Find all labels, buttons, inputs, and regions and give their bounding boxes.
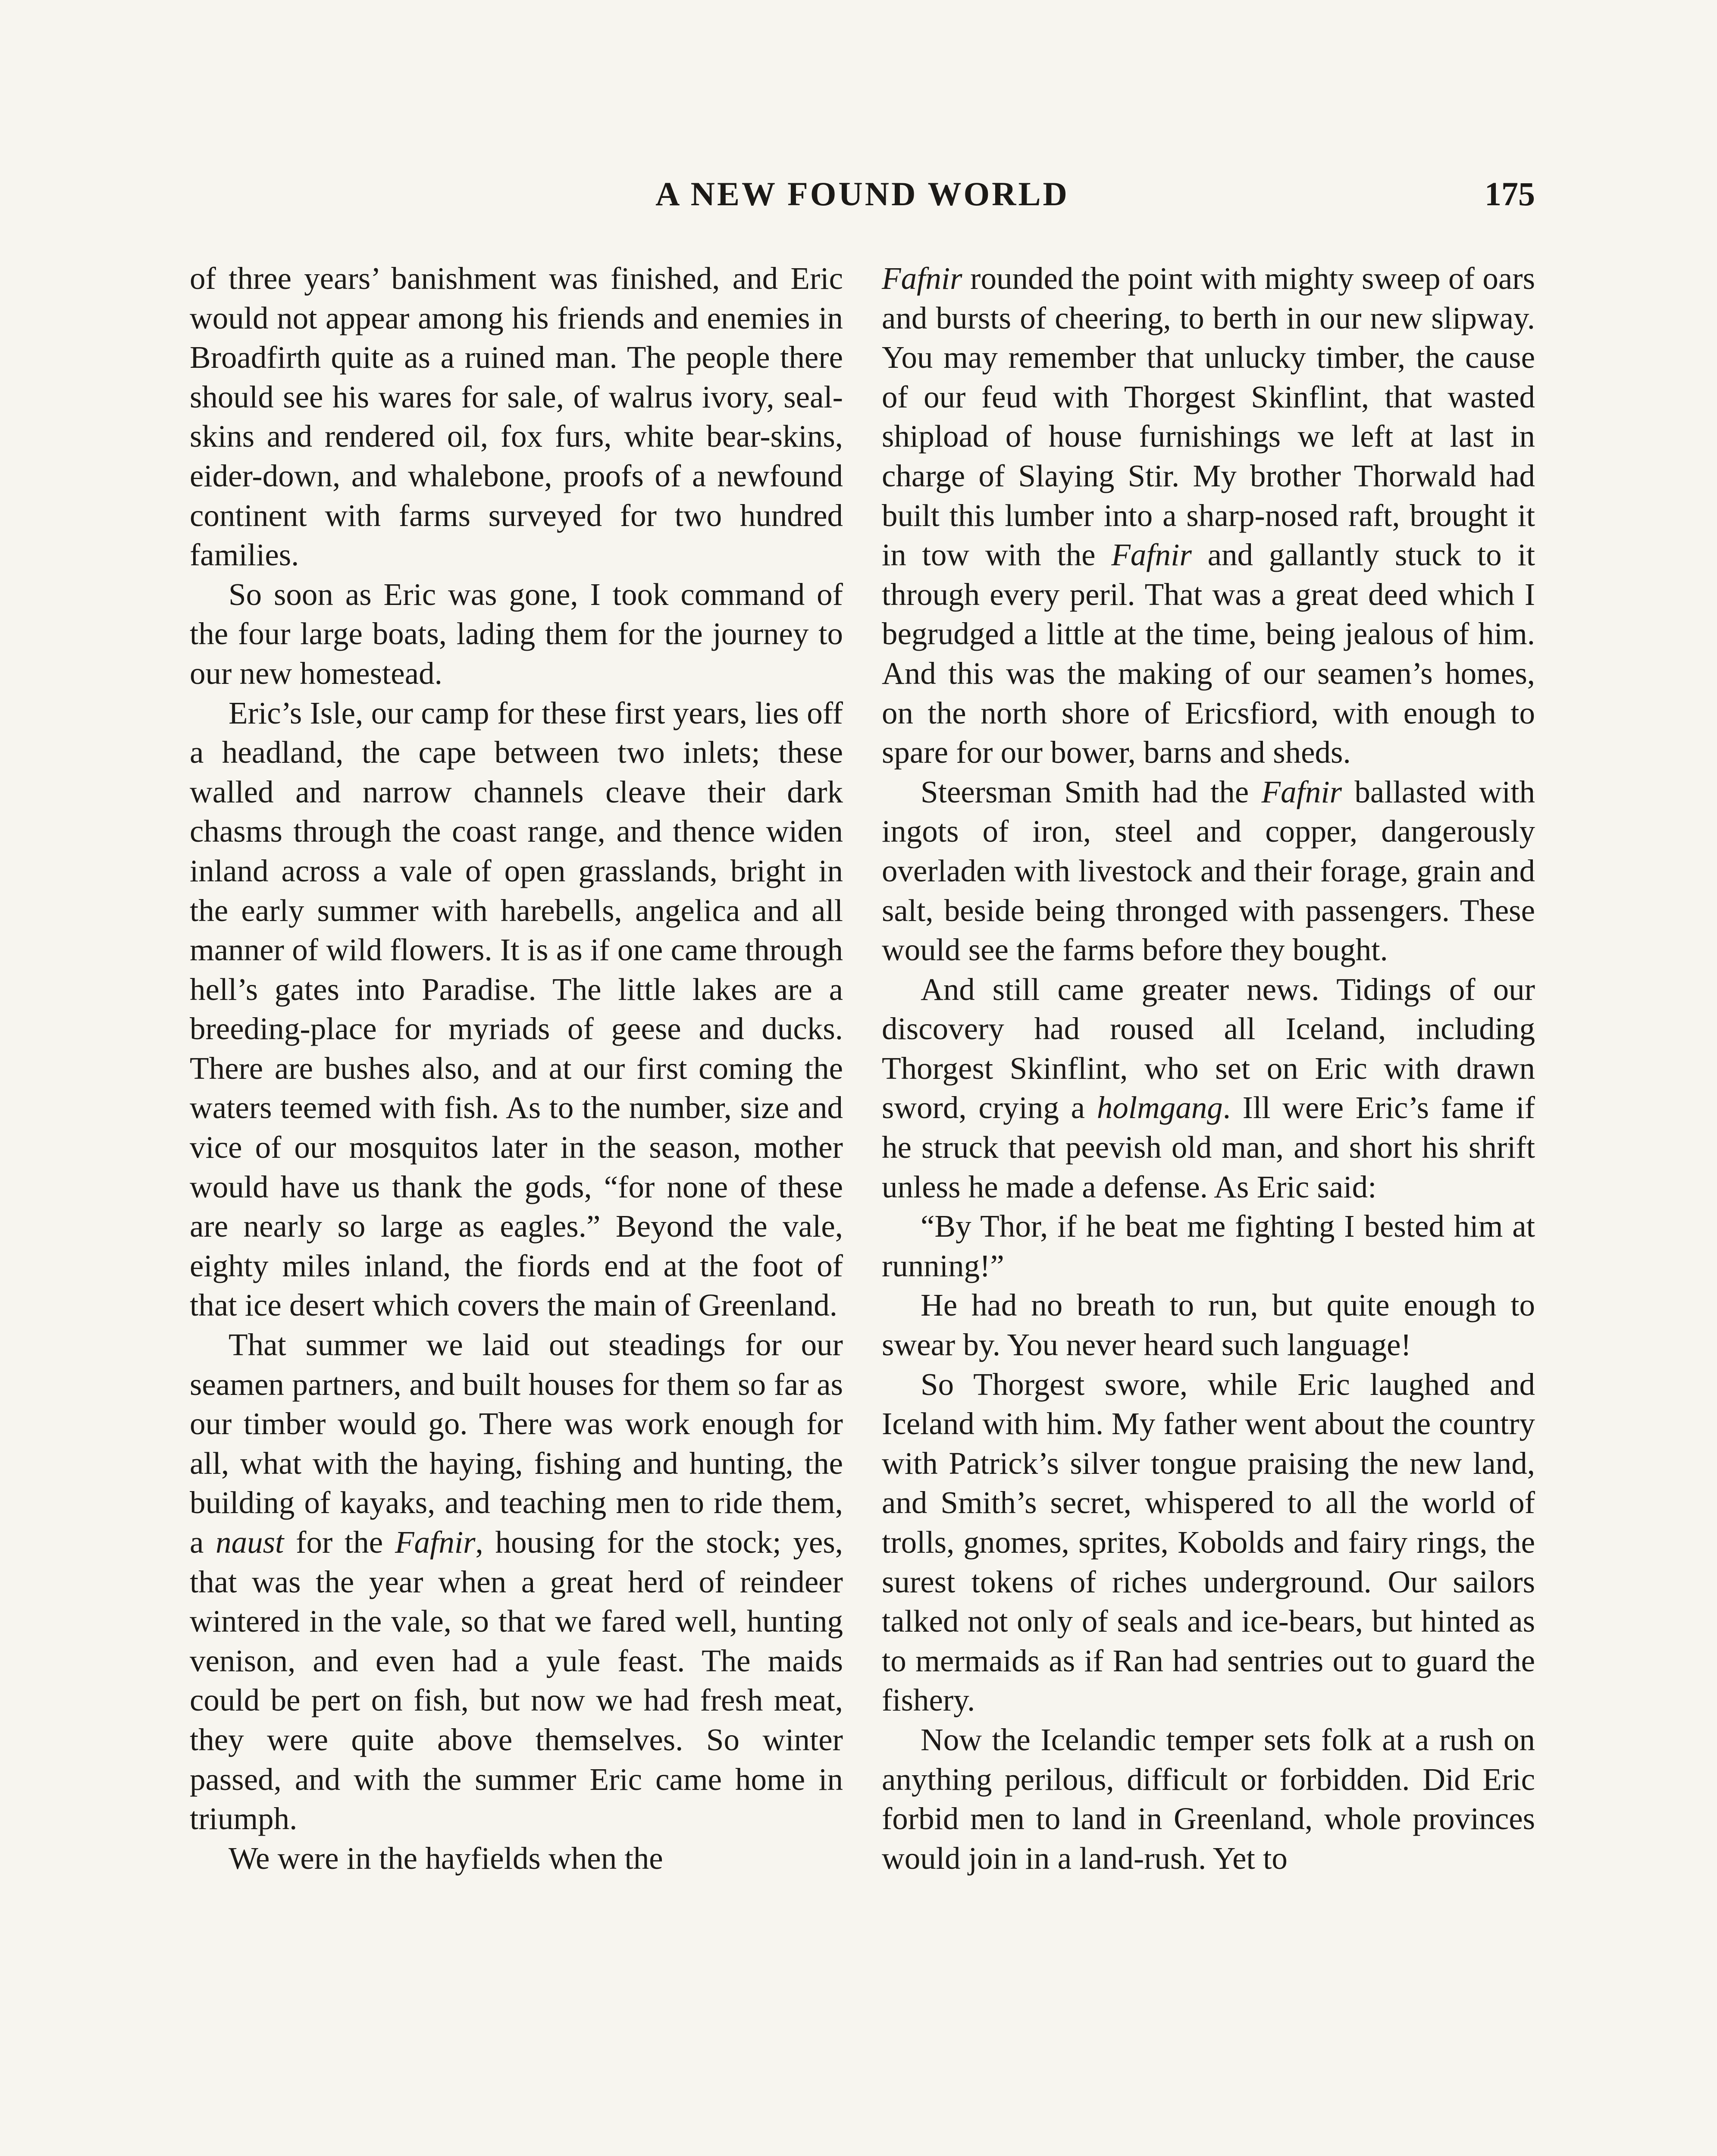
right-column: [882, 259, 1535, 1878]
paragraph: That summer we laid out steadings for our seamen partners, and built houses for them so far as our timber would go. There was work enough for all, what with the haying, fishing and hunting, the building of kayaks, and teaching men to ride them, a naust for the Fafnir, housing for the stock; yes, that was the year when a great herd of reindeer wintered in the vale, so that we fared well, hunting venison, and even had a yule feast. The maids could be pert on fish, but now we had fresh meat, they were quite above themselves. So winter passed, and with the summer Eric came home in triumph.: [190, 1327, 843, 1836]
paragraph: of three years’ banishment was finished, and Eric would not appear among his friends and enemies in Broadfirth quite as a ruined man. The people there should see his wares for sale, of walrus ivory, seal-skins and rendered oil, fox furs, white bear-skins, eider-down, and whalebone, proofs of a newfound continent with farms surveyed for two hundred families.: [190, 261, 843, 573]
paragraph: Fafnir rounded the point with mighty sweep of oars and bursts of cheering, to berth in our new slipway. You may remember that unlucky timber, the cause of our feud with Thorgest Skinflint, that wasted shipload of house furnishings we left at last in charge of Slaying Stir. My brother Thorwald had built this lumber into a sharp-nosed raft, brought it in tow with the Fafnir and gallantly stuck to it through every peril. That was a great deed which I begrudged a little at the time, being jealous of him. And this was the making of our seamen’s homes, on the north shore of Ericsfiord, with enough to spare for our bower, barns and sheds.: [882, 261, 1535, 770]
paragraph: He had no breath to run, but quite enough to swear by. You never heard such language!: [882, 1288, 1535, 1363]
paragraph: Now the Icelandic temper sets folk at a rush on anything perilous, difficult or forbidden. Did Eric forbid men to land in Greenland, whole provinces would join in a land-rush. Yet to: [882, 1722, 1535, 1876]
paragraph: “By Thor, if he beat me fighting I bested him at running!”: [882, 1209, 1535, 1283]
paragraph: Steersman Smith had the Fafnir ballasted with ingots of iron, steel and copper, dangerously overladen with livestock and their forage, grain and salt, beside being thronged with passengers. These would see the farms before they bought.: [882, 774, 1535, 968]
paragraph: We were in the hayfields when the: [229, 1840, 663, 1876]
paragraph: So Thorgest swore, while Eric laughed and Iceland with him. My father went about the country with Patrick’s silver tongue praising the new land, and Smith’s secret, whispered to all the world of trolls, gnomes, sprites, Kobolds and fairy rings, the surest tokens of riches underground. Our sailors talked not only of seals and ice-bears, but hinted as to mermaids as if Ran had sentries out to guard the fishery.: [882, 1366, 1535, 1718]
paragraph: So soon as Eric was gone, I took command of the four large boats, lading them for the journey to our new homestead.: [190, 577, 843, 691]
paragraph: Eric’s Isle, our camp for these first years, lies off a headland, the cape between two inlets; these walled and narrow channels cleave their dark chasms through the coast range, and thence widen inland across a vale of open grasslands, bright in the early summer with harebells, angelica and all manner of wild flowers. It is as if one came through hell’s gates into Paradise. The little lakes are a breeding-place for myriads of geese and ducks. There are bushes also, and at our first coming the waters teemed with fish. As to the number, size and vice of our mosquitos later in the season, mother would have us thank the gods, “for none of these are nearly so large as eagles.” Beyond the vale, eighty miles inland, the fiords end at the foot of that ice desert which covers the main of Greenland.: [190, 695, 843, 1323]
paragraph: And still came greater news. Tidings of our discovery had roused all Iceland, including Thorgest Skinflint, who set on Eric with drawn sword, crying a holmgang. Ill were Eric’s fame if he struck that peevish old man, and short his shrift unless he made a defense. As Eric said:: [882, 971, 1535, 1204]
page-header: [190, 175, 1535, 222]
page-number: 175: [1485, 175, 1535, 213]
running-head: A NEW FOUND WORLD: [655, 175, 1069, 213]
left-column: [190, 259, 843, 1878]
